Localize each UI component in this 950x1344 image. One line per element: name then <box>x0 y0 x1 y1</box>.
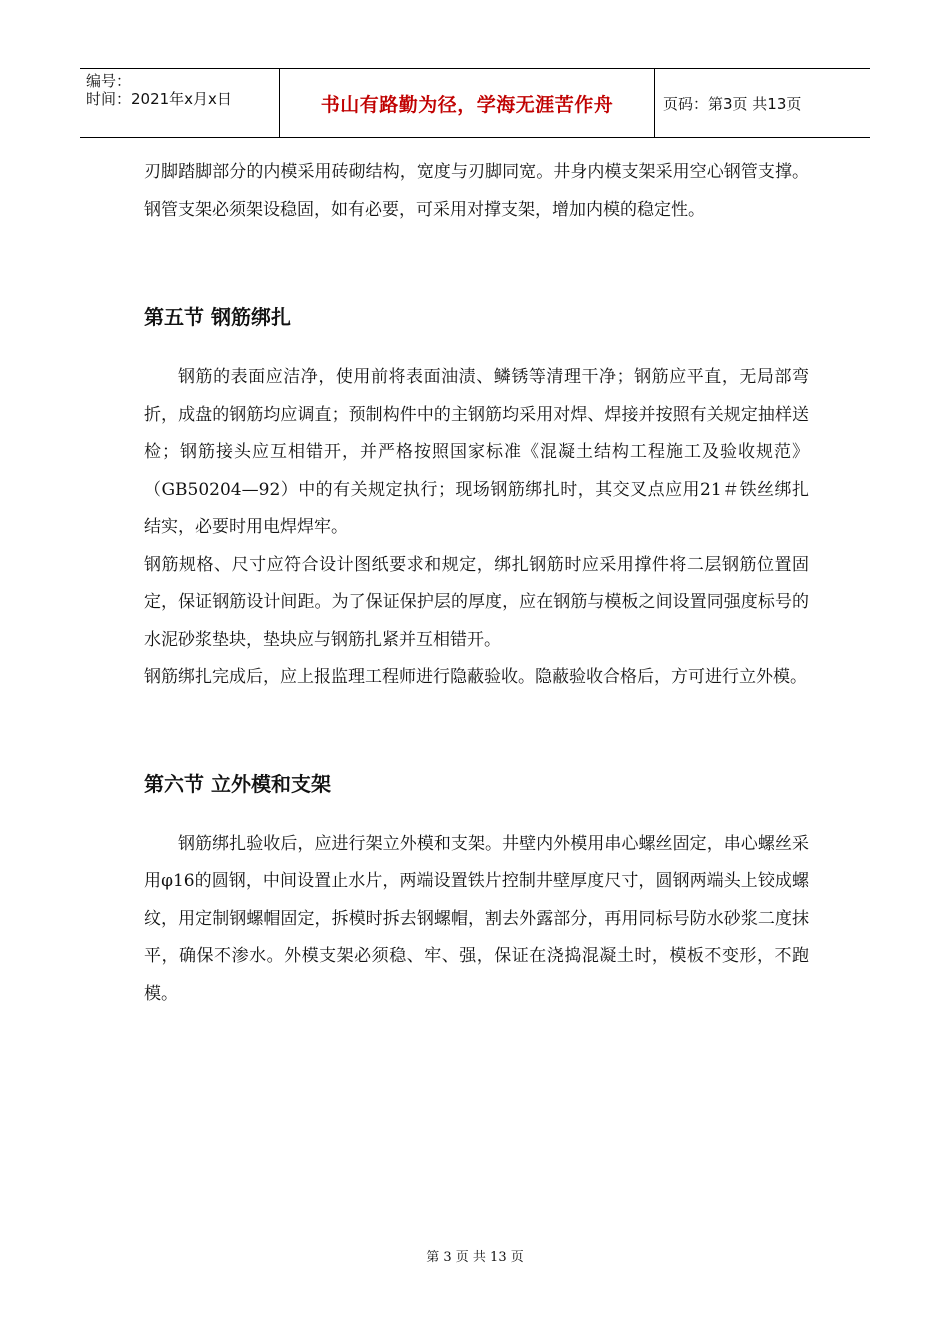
section5-paragraph-3: 钢筋绑扎完成后，应上报监理工程师进行隐蔽验收。隐蔽验收合格后，方可进行立外模。 <box>144 667 807 687</box>
section6-paragraph-1: 钢筋绑扎验收后，应进行架立外模和支架。井壁内外模用串心螺丝固定，串心螺丝采用φ16的圆钢，中间设置止水片，两端设置铁片控制井壁厚度尺寸，圆钢两端头上铰成螺纹，用定制钢螺帽固定，拆模时拆去钢螺帽，割去外露部分，再用同标号防水砂浆二度抹平，确保不渗水。外模支架必须稳、牢、强，保证在浇捣混凝土时，模板不变形，不跑模。 <box>144 833 809 1004</box>
header-motto: 书山有路勤为径，学海无涯苦作舟 <box>320 93 614 116</box>
section6-title: 第六节 立外模和支架 <box>144 771 331 796</box>
header-motto-cell <box>280 69 655 137</box>
document-body <box>144 154 809 1013</box>
document-time-label: 时间：2021年x月x日 <box>86 90 232 108</box>
section5-title: 第五节 钢筋绑扎 <box>144 305 291 329</box>
header-page-info-cell <box>655 69 870 137</box>
section5-paragraph-1: 钢筋的表面应洁净，使用前将表面油渍、鳞锈等清理干净；钢筋应平直，无局部弯折，成盘的钢筋均应调直；预制构件中的主钢筋均采用对焊、焊接并按照有关规定抽样送检；钢筋接头应互相错开，并严格按照国家标准《混凝土结构工程施工及验收规范》（GB50204—92）中的有关规定执行；现场钢筋绑扎时，其交叉点应用21＃铁丝绑扎结实，必要时用电焊焊牢。 <box>144 367 809 537</box>
header-meta <box>80 69 280 137</box>
intro-paragraph: 刃脚踏脚部分的内模采用砖砌结构，宽度与刃脚同宽。井身内模支架采用空心钢管支撑。钢管支架必须架设稳固，如有必要，可采用对撑支架，增加内模的稳定性。 <box>144 162 809 220</box>
header-page-info: 页码：第3页 共13页 <box>663 94 802 113</box>
page-footer <box>0 1246 950 1265</box>
document-header <box>80 68 870 138</box>
footer-page-number: 第 3 页 共 13 页 <box>426 1250 524 1265</box>
section5-paragraph-2: 钢筋规格、尺寸应符合设计图纸要求和规定，绑扎钢筋时应采用撑件将二层钢筋位置固定，保证钢筋设计间距。为了保证保护层的厚度，应在钢筋与模板之间设置同强度标号的水泥砂浆垫块，垫块应与钢筋扎紧并互相错开。 <box>144 554 809 650</box>
document-number-label: 编号： <box>86 72 132 90</box>
